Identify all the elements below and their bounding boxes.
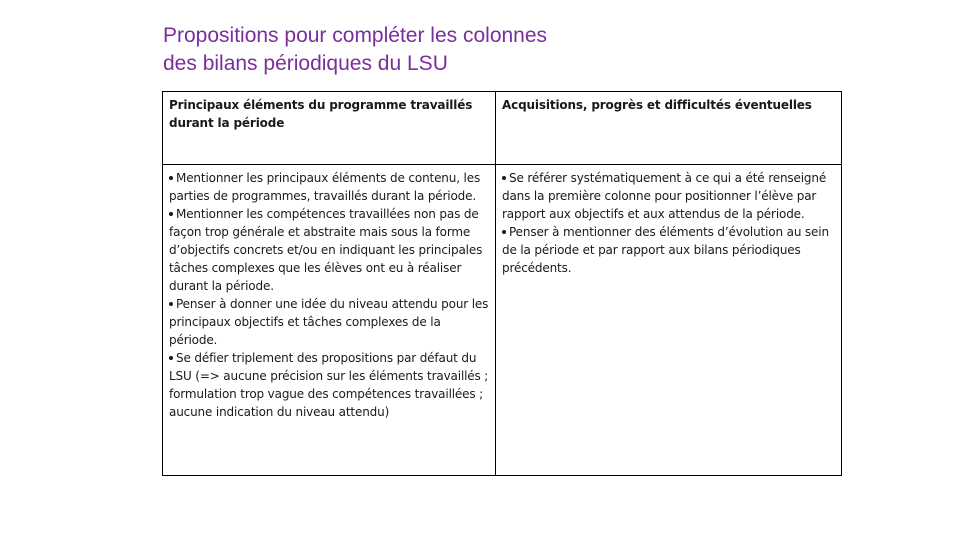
slide-title [163,22,803,78]
header-acquisitions: Acquisitions, progrès et difficultés éventuelles [496,92,842,165]
title-line-1: Propositions pour compléter les colonnes [163,24,548,47]
list-item [169,205,489,295]
bullet-icon [502,230,506,234]
bullet-icon [169,302,173,306]
bullet-icon [502,176,506,180]
bullet-icon [169,212,173,216]
list-item [502,223,835,277]
list-item-text: Penser à donner une idée du niveau attendu pour les principaux objectifs et tâches complexes de la période. [169,297,489,347]
list-item [169,169,489,205]
list-item-text: Mentionner les compétences travaillées non pas de façon trop générale et abstraite mais sous la forme d’objectifs concrets et/ou en indiquant les principales tâches complexes que les élèves ont eu à réaliser durant la période. [169,207,483,293]
list-item-text: Se référer systématiquement à ce qui a été renseigné dans la première colonne pour positionner l’élève par rapport aux objectifs et aux attendus de la période. [502,171,827,221]
bullet-icon [169,176,173,180]
list-item [169,295,489,349]
lsu-columns-table [162,91,842,476]
acquisitions-cell [496,165,842,476]
title-line-2: des bilans périodiques du LSU [163,52,448,75]
list-item-text: Mentionner les principaux éléments de contenu, les parties de programmes, travaillés durant la période. [169,171,481,203]
list-item-text: Se défier triplement des propositions par défaut du LSU (=> aucune précision sur les éléments travaillés ; formulation trop vague des compétences travaillées ; aucune indication du niveau attendu) [169,351,489,419]
list-item [502,169,835,223]
list-item [169,349,489,421]
program-elements-cell [163,165,496,476]
header-row [163,92,842,165]
list-item-text: Penser à mentionner des éléments d’évolution au sein de la période et par rapport aux bilans périodiques précédents. [502,225,829,275]
content-row [163,165,842,476]
bullet-icon [169,356,173,360]
header-program-elements: Principaux éléments du programme travaillés durant la période [163,92,496,165]
